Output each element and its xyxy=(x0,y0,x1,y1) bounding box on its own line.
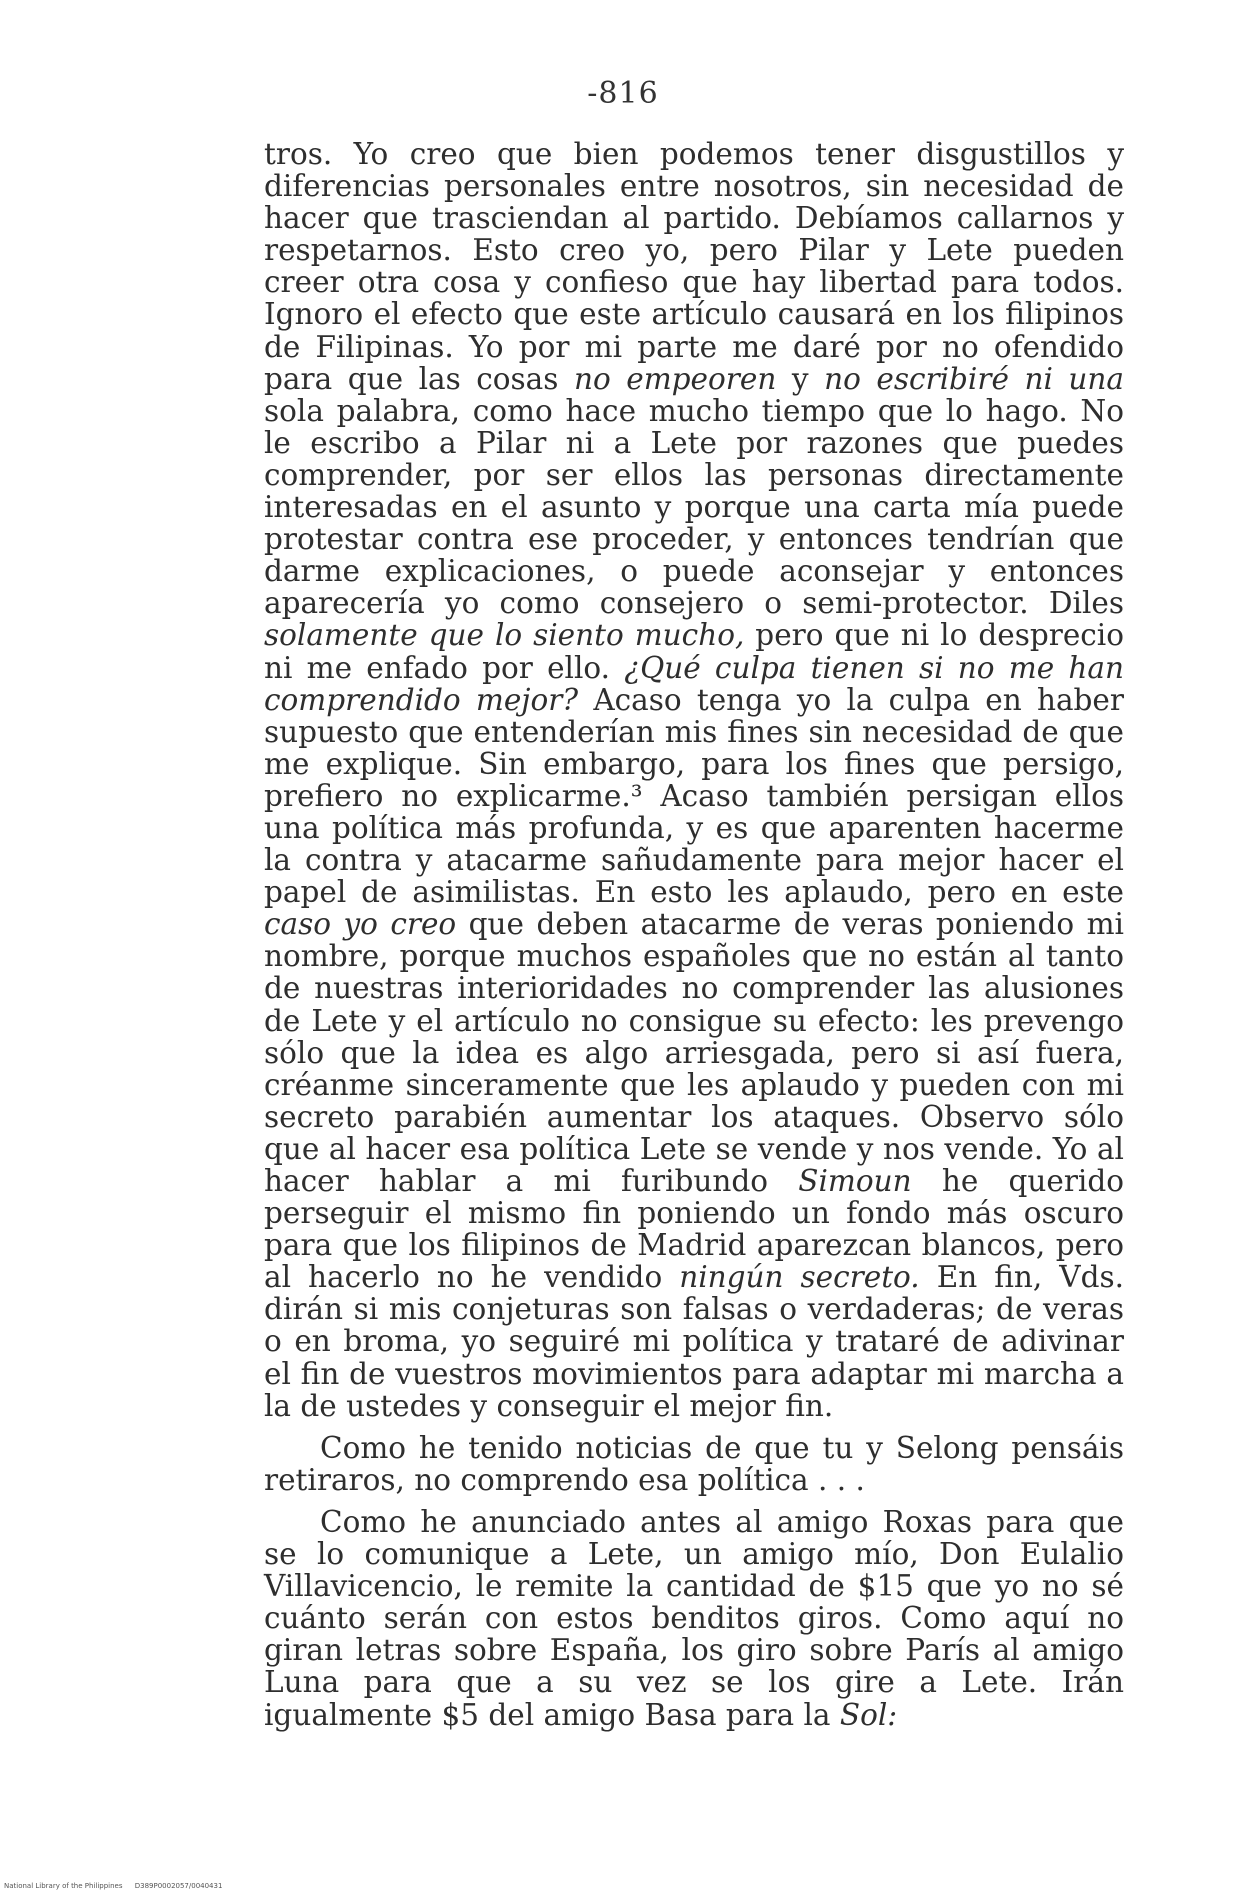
text-segment: sola palabra, como hace mucho tiempo que lo hago. No le escribo a Pilar ni a Lete por razones que puedes comprender, por ser ellos las personas directamente interesadas en el asunto y porque una carta mía puede protestar contra ese proceder, y entonces tendrían que darme explicaciones, o puede aconsejar y entonces aparecería yo como consejero o semi-protector. Diles xyxy=(264,393,1124,621)
footer-code: D389P0002057/0040431 xyxy=(134,1882,223,1890)
italic-text-segment: solamente que lo siento mucho, xyxy=(264,618,745,653)
text-segment: Acaso tenga yo la culpa en haber supuesto que entenderían mis fines sin necesidad de que me explique. Sin embargo, para los fines que persigo, prefiero no explicarme.³ Acaso también persigan ellos una política más profunda, y es que aparenten hacerme la contra y atacarme sañudamente para mejor hacer el papel de asimilistas. En esto les aplaudo, pero en este xyxy=(264,682,1124,910)
letter-body xyxy=(264,138,1124,1731)
text-segment: En fin, Vds. dirán si mis conjeturas son falsas o verdaderas; de veras o en broma, yo seguiré mi política y trataré de adivinar el fin de vuestros movimientos para adaptar mi marcha a la de ustedes y conseguir el mejor fin. xyxy=(264,1260,1124,1423)
footer-institution: National Library of the Philippines xyxy=(4,1882,123,1890)
paragraph xyxy=(264,138,1124,1422)
text-segment: Como he anunciado antes al amigo Roxas para que se lo comunique a Lete, un amigo mío, Don Eulalio Villavicencio, le remite la cantidad de $15 que yo no sé cuánto serán con estos benditos giros. Como aquí no giran letras sobre España, los giro sobre París al amigo Luna para que a su vez se los gire a Lete. Irán igualmente $5 del amigo Basa para la xyxy=(264,1504,1124,1732)
text-segment: que deben atacarme de veras poniendo mi nombre, porque muchos españoles que no están al tanto de nuestras interioridades no comprender las alusiones de Lete y el artículo no consigue su efecto: les prevengo sólo que la idea es algo arriesgada, pero si así fuera, créanme sinceramente que les aplaudo y pueden con mi secreto parabién aumentar los ataques. Observo sólo que al hacer esa política Lete se vende y nos vende. Yo al hacer hablar a mi furibundo xyxy=(264,907,1124,1198)
italic-text-segment: ¿Qué culpa tienen si no me han comprendido mejor? xyxy=(264,650,1124,717)
text-segment: tros. Yo creo que bien podemos tener disgustillos y diferencias personales entre nosotros, sin necesidad de hacer que trasciendan al partido. Debíamos callarnos y respetarnos. Esto creo yo, pero Pilar y Lete pueden creer otra cosa y confieso que hay libertad para todos. Ignoro el efecto que este artículo causará en los filipinos de Filipinas. Yo por mi parte me daré por no ofendido para que las cosas xyxy=(264,137,1124,396)
italic-text-segment: no escribiré ni una xyxy=(824,361,1124,396)
scan-footer xyxy=(4,1882,232,1890)
italic-text-segment: no empeoren xyxy=(573,361,777,396)
text-segment: Como he tenido noticias de que tu y Selong pensáis retiraros, no comprendo esa política . . . xyxy=(264,1430,1124,1497)
paragraph xyxy=(264,1506,1124,1731)
text-segment: y xyxy=(776,361,825,396)
italic-text-segment: Simoun xyxy=(798,1164,912,1198)
paragraph xyxy=(264,1432,1124,1496)
text-segment: pero que ni lo desprecio ni me enfado por ello. xyxy=(264,618,1124,685)
page-number: -816 xyxy=(587,76,659,111)
italic-text-segment: caso yo creo xyxy=(264,907,457,942)
italic-text-segment: ningún secreto. xyxy=(679,1260,920,1295)
italic-text-segment: Sol: xyxy=(839,1697,898,1732)
text-segment: he querido perseguir el mismo fin poniendo un fondo más oscuro para que los filipinos de Madrid aparezcan blancos, pero al hacerlo no he vendido xyxy=(264,1164,1124,1295)
